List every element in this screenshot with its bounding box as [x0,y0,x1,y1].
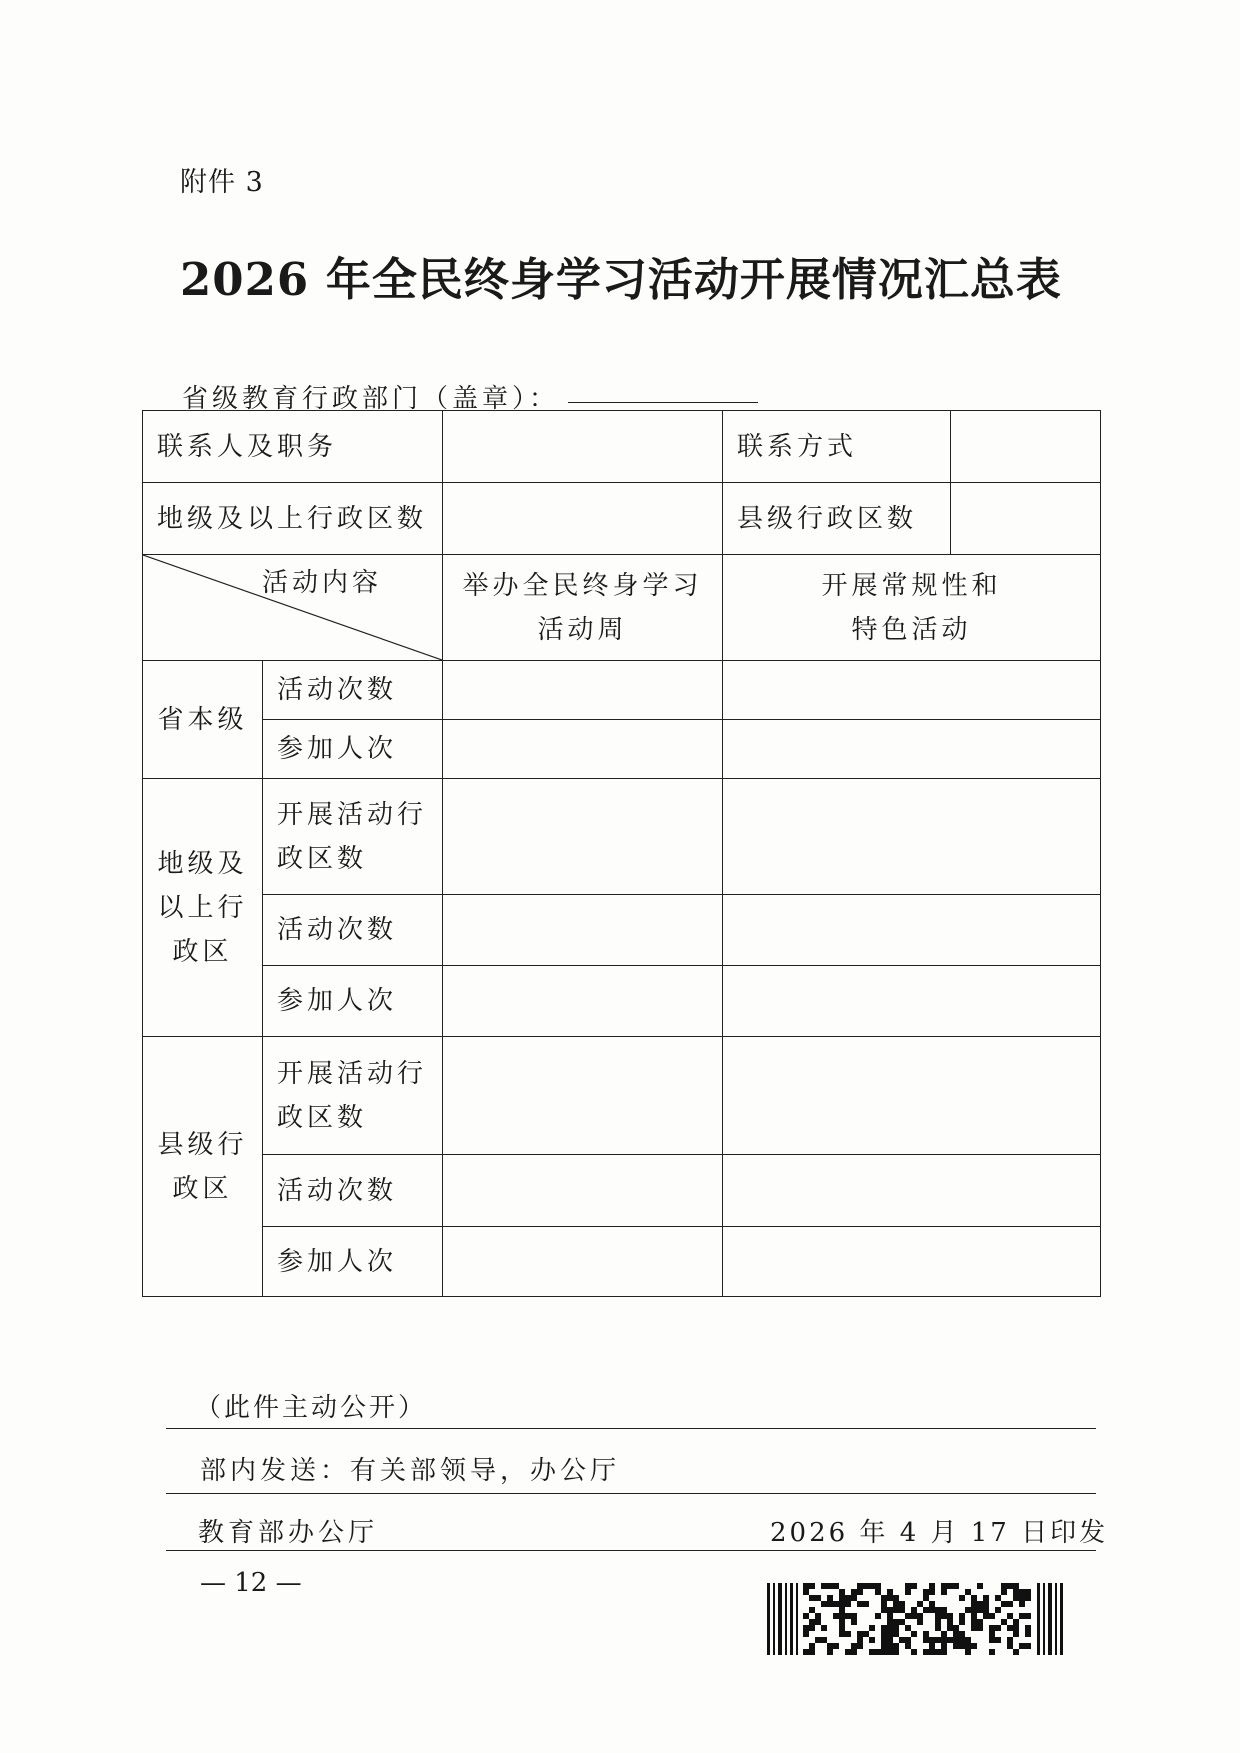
document-title: 2026 年全民终身学习活动开展情况汇总表 [180,253,1062,306]
cell-provincial-count-week[interactable] [443,661,723,720]
contact-label: 联系人及职务 [143,411,443,483]
divider-bottom [166,1550,1096,1551]
cell-provincial-participants-week[interactable] [443,720,723,779]
col-header-regular-line2: 特色活动 [851,614,972,645]
col-header-activity-week-line2: 活动周 [537,614,628,645]
cell-county-count-regular[interactable] [723,1155,1101,1227]
group-provincial: 省本级 [143,661,263,779]
issuer: 教育部办公厅 [198,1518,379,1548]
divider-top [166,1428,1096,1429]
county-count-label: 县级行政区数 [723,483,951,555]
row-label-activity-count: 活动次数 [263,895,443,966]
prefecture-count-label: 地级及以上行政区数 [143,483,443,555]
county-count-value-cell[interactable] [951,483,1101,555]
cell-county-regions-regular[interactable] [723,1037,1101,1155]
cell-provincial-participants-regular[interactable] [723,720,1101,779]
issue-date: 2026 年 4 月 17 日印发 [770,1518,1109,1548]
cell-prefecture-participants-regular[interactable] [723,966,1101,1037]
internal-distribution: 部内发送：有关部领导，办公厅 [200,1456,621,1486]
divider-middle [166,1493,1096,1494]
col-header-regular-line1: 开展常规性和 [821,570,1002,601]
diagonal-header-label: 活动内容 [262,568,383,598]
qr-barcode-image [767,1583,1067,1655]
row-label-activity-count: 活动次数 [263,661,443,720]
col-header-regular-activities [723,555,1101,661]
diagonal-header-cell [143,555,443,661]
dept-field-label: 省级教育行政部门（盖章）： [182,384,560,414]
cell-provincial-count-regular[interactable] [723,661,1101,720]
group-prefecture-line2: 以上行 [157,892,248,923]
row-label-activity-count: 活动次数 [263,1155,443,1227]
row-label-participants: 参加人次 [263,966,443,1037]
public-disclosure-note: （此件主动公开） [195,1393,428,1423]
row-label-active-regions-line1: 开展活动行 [277,799,428,830]
cell-county-count-week[interactable] [443,1155,723,1227]
cell-prefecture-participants-week[interactable] [443,966,723,1037]
contact-value-cell[interactable] [443,411,723,483]
cell-prefecture-count-regular[interactable] [723,895,1101,966]
group-prefecture-line1: 地级及 [157,848,248,879]
row-label-active-regions [263,779,443,895]
cell-county-participants-regular[interactable] [723,1227,1101,1297]
dept-field-blank[interactable] [568,402,758,403]
contact-method-label: 联系方式 [723,411,951,483]
group-prefecture [143,779,263,1037]
col-header-activity-week-line1: 举办全民终身学习 [462,570,703,601]
contact-method-value-cell[interactable] [951,411,1101,483]
row-label-active-regions-line1: 开展活动行 [277,1058,428,1089]
group-prefecture-line3: 政区 [172,936,233,967]
cell-county-regions-week[interactable] [443,1037,723,1155]
col-header-activity-week [443,555,723,661]
row-label-participants: 参加人次 [263,720,443,779]
cell-prefecture-count-week[interactable] [443,895,723,966]
group-county-line2: 政区 [172,1173,233,1204]
cell-county-participants-week[interactable] [443,1227,723,1297]
cell-prefecture-regions-week[interactable] [443,779,723,895]
summary-table [142,410,1101,1297]
row-label-active-regions-line2: 政区数 [277,1102,368,1133]
group-county-line1: 县级行 [157,1129,248,1160]
prefecture-count-value-cell[interactable] [443,483,723,555]
group-county [143,1037,263,1297]
cell-prefecture-regions-regular[interactable] [723,779,1101,895]
row-label-active-regions-line2: 政区数 [277,843,368,874]
row-label-participants: 参加人次 [263,1227,443,1297]
attachment-label: 附件 3 [180,167,264,198]
page-number: — 12 — [200,1568,302,1598]
row-label-active-regions [263,1037,443,1155]
